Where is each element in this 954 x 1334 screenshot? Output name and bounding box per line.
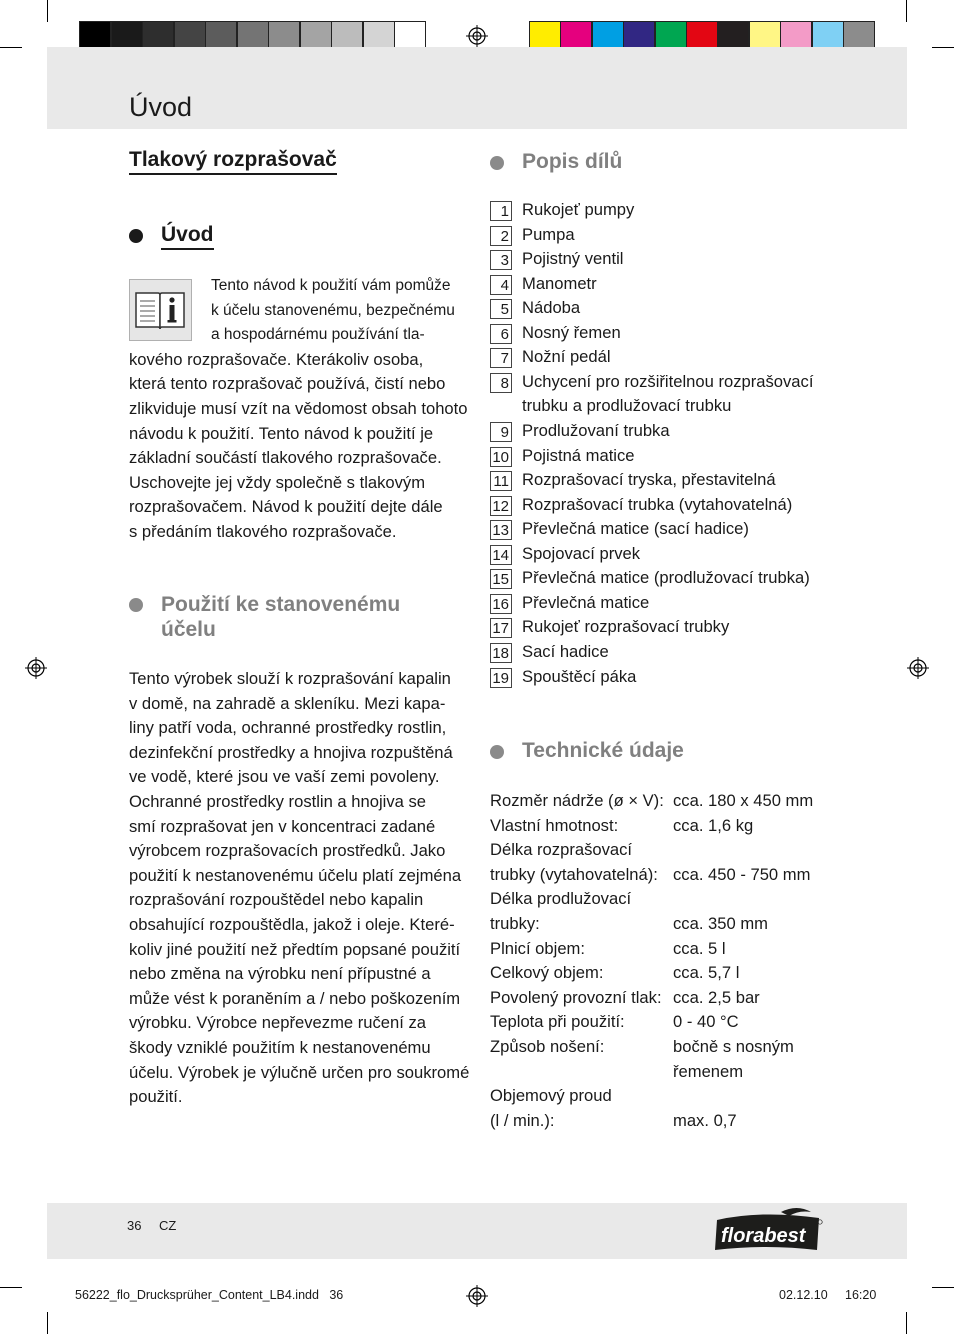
spec-label: Vlastní hmotnost: (490, 815, 619, 835)
spec-label: Objemový proud (490, 1086, 612, 1106)
part-label (522, 615, 729, 640)
spec-value: cca. 5 l (673, 938, 726, 958)
intro-line: Tento návod k použití vám pomůže (211, 277, 451, 294)
part-label-line: Spojovací prvek (522, 543, 641, 563)
part-row (490, 643, 609, 665)
part-label-line: Rozprašovací trubka (vytahovatelná) (522, 494, 793, 514)
spec-value: cca. 5,7 l (673, 963, 740, 983)
part-label-line: Nosný řemen (522, 322, 621, 342)
spec-label: trubky: (490, 914, 540, 933)
part-row (490, 299, 580, 321)
part-label (522, 345, 611, 370)
part-number: 5 (490, 299, 512, 319)
crop-mark (47, 1312, 48, 1334)
part-number: 15 (490, 569, 512, 589)
part-number: 12 (490, 496, 512, 516)
part-row (490, 275, 597, 297)
crop-mark (932, 47, 954, 48)
part-label (522, 640, 609, 665)
use-line: nebo změna na výrobku není přípustné a (129, 964, 431, 984)
spec-value: cca. 350 mm (673, 914, 768, 933)
part-row (490, 373, 813, 419)
use-line: koliv jiné použití než předtím popsané použití (129, 939, 461, 959)
spec-value: cca. 450 - 750 mm (673, 864, 811, 884)
crop-mark (0, 47, 22, 48)
spec-value: cca. 2,5 bar (673, 987, 760, 1007)
intro-line: a hospodárnému používání tla- (211, 326, 425, 344)
crop-mark (47, 0, 48, 22)
part-label (522, 198, 634, 223)
part-label-line: Rukojeť rozprašovací trubky (522, 617, 730, 637)
part-label-line: Pojistná matice (522, 445, 635, 465)
part-number: 18 (490, 643, 512, 663)
spec-label: (l / min.): (490, 1110, 555, 1130)
parts-heading-text: Popis dílů (522, 150, 623, 173)
part-label-line: Převlečná matice (522, 592, 650, 612)
use-line: Ochranné prostředky rostlin a hnojiva se (129, 791, 426, 811)
crop-mark (932, 1287, 954, 1288)
part-number: 9 (490, 422, 512, 442)
page-title: Úvod (129, 92, 193, 122)
logo-wordmark: florabest (721, 1225, 806, 1247)
intro-line: základní součástí tlakového rozprašovače. (129, 448, 442, 468)
use-line: obsahující rozpouštědla, jakož i oleje. Které- (129, 914, 455, 934)
slug-filename: 56222_flo_Drucksprüher_Content_LB4.indd 36 (75, 1288, 344, 1302)
part-label (522, 493, 792, 518)
part-row (490, 324, 621, 346)
part-number: 10 (490, 447, 512, 467)
intro-line: rozprašovačem. Návod k použití dejte dále (129, 497, 443, 517)
bullet-icon (490, 745, 504, 759)
part-row (490, 594, 649, 616)
registration-mark-icon (466, 1285, 488, 1307)
part-row (490, 496, 792, 518)
registration-mark-icon (907, 657, 929, 679)
part-number: 3 (490, 250, 512, 270)
part-number: 6 (490, 324, 512, 344)
part-label (522, 223, 575, 248)
part-row (490, 348, 611, 370)
part-label-line: Prodlužovaní trubka (522, 421, 670, 441)
intro-heading-text: Úvod (161, 223, 214, 250)
page-number: 36 (127, 1218, 142, 1233)
part-label (522, 419, 670, 444)
part-label (522, 665, 636, 690)
part-number: 11 (490, 471, 512, 491)
part-label-line: Rozprašovací tryska, přestavitelná (522, 470, 776, 490)
spec-value: 0 - 40 °C (673, 1012, 739, 1032)
part-label-line: Převlečná matice (sací hadice) (522, 519, 749, 539)
intro-line: k účelu stanovenému, bezpečnému (211, 301, 455, 319)
use-heading-line: účelu (161, 618, 216, 641)
crop-mark (906, 1312, 907, 1334)
part-row (490, 520, 749, 542)
use-line: použití. (129, 1087, 183, 1107)
part-number: 13 (490, 520, 512, 540)
part-row (490, 545, 640, 567)
use-line: smí rozprašovat jen v koncentraci zadané (129, 816, 436, 836)
part-number: 4 (490, 275, 512, 295)
use-heading (129, 592, 400, 642)
part-number: 16 (490, 594, 512, 614)
spec-value: cca. 1,6 kg (673, 815, 754, 835)
part-row (490, 226, 575, 248)
registration-mark-icon (466, 25, 488, 47)
tech-heading (490, 739, 684, 763)
spec-value: cca. 180 x 450 mm (673, 791, 814, 810)
use-paragraph (129, 667, 474, 1110)
spec-value: řemenem (673, 1061, 744, 1081)
intro-heading (129, 223, 214, 250)
use-line: výrobku. Výrobce nepřevezme ručení za (129, 1013, 426, 1033)
part-label-line: Pojistný ventil (522, 249, 624, 269)
bullet-icon (490, 156, 504, 170)
use-line: výrobcem rozprašovacích prostředků. Jako (129, 841, 446, 861)
intro-line: Uschovejte jej vždy společně s tlakovým (129, 472, 426, 492)
part-row (490, 422, 670, 444)
crop-mark (0, 1287, 22, 1288)
part-label-line: Manometr (522, 273, 597, 293)
part-label (522, 542, 640, 567)
part-number: 1 (490, 201, 512, 221)
spec-label: Celkový objem: (490, 963, 604, 983)
part-number: 14 (490, 545, 512, 565)
spec-value: max. 0,7 (673, 1110, 737, 1130)
part-label-line: Spouštěcí páka (522, 666, 637, 686)
bullet-icon (129, 229, 143, 243)
spec-label: trubky (vytahovatelná): (490, 864, 658, 884)
part-label-line: trubku a prodlužovací trubku (522, 396, 732, 416)
spec-label: Teplota při použití: (490, 1012, 625, 1032)
slug-time: 16:20 (845, 1288, 877, 1302)
use-line: ve vodě, které jsou ve vaší zemi povoleny. (129, 767, 440, 787)
registration-mark-icon (25, 657, 47, 679)
use-line: použití k nestanovenému účelu platí zejména (129, 865, 462, 885)
part-label (522, 272, 597, 297)
intro-line: návodu k použití. Tento návod k použití je (129, 423, 434, 443)
bullet-icon (129, 598, 143, 612)
intro-line: zlikviduje musí vzít na vědomost obsah tohoto (129, 398, 468, 418)
part-label-line: Rukojeť pumpy (522, 200, 635, 219)
use-heading-line: Použití ke stanovenému (161, 593, 401, 616)
use-line: škody vzniklé použitím k nestanovenému (129, 1037, 431, 1057)
spec-label: Povolený provozní tlak: (490, 987, 662, 1007)
intro-paragraph (0, 274, 480, 545)
main-heading: Tlakový rozprašovač (129, 148, 337, 175)
part-row (490, 447, 635, 469)
part-number: 8 (490, 373, 512, 393)
part-label (522, 468, 776, 493)
part-row (490, 569, 810, 591)
part-label-line: Uchycení pro rozšiřitelnou rozprašovací (522, 371, 814, 391)
part-label (522, 296, 580, 321)
part-row (490, 201, 634, 223)
part-label (522, 247, 623, 272)
use-line: dezinfekční prostředky a hnojiva rozpuštěná (129, 742, 453, 762)
intro-line: s předáním tlakového rozprašovače. (129, 521, 397, 541)
spec-label: Způsob nošení: (490, 1037, 605, 1056)
crop-mark (906, 0, 907, 22)
florabest-logo (711, 1206, 825, 1254)
spec-value: bočně s nosným (673, 1037, 794, 1056)
part-row (490, 668, 636, 690)
parts-heading (490, 150, 622, 174)
slug-date: 02.12.10 (779, 1288, 828, 1302)
spec-label: Plnicí objem: (490, 938, 585, 958)
part-row (490, 618, 729, 640)
part-number: 2 (490, 226, 512, 246)
part-label-line: Nožní pedál (522, 347, 611, 367)
use-line: rozprašování rozpouštědel nebo kapalin (129, 890, 424, 910)
part-label (522, 321, 621, 346)
use-line: liny patří voda, ochranné prostředky rostlin, (129, 718, 447, 738)
use-line: v domě, na zahradě a skleníku. Mezi kapa- (129, 693, 446, 713)
part-label-line: Pumpa (522, 224, 575, 244)
use-line: Tento výrobek slouží k rozprašování kapalin (129, 669, 451, 688)
part-label (522, 591, 649, 616)
part-row (490, 471, 776, 493)
part-label (522, 566, 810, 591)
part-number: 19 (490, 668, 512, 688)
use-line: účelu. Výrobek je výlučně určen pro soukromé (129, 1062, 470, 1082)
part-label (522, 444, 635, 469)
intro-line: kového rozprašovače. Kterákoliv osoba, (129, 349, 424, 369)
spec-label: Délka prodlužovací (490, 889, 632, 909)
spec-label: Rozměr nádrže (ø × V): (490, 791, 664, 810)
part-label (522, 370, 813, 419)
part-number: 17 (490, 618, 512, 638)
part-label-line: Nádoba (522, 298, 581, 318)
part-label-line: Sací hadice (522, 642, 609, 661)
spec-label: Délka rozprašovací (490, 840, 633, 860)
language-code: CZ (159, 1218, 177, 1233)
part-label (522, 517, 749, 542)
part-number: 7 (490, 348, 512, 368)
tech-heading-text: Technické údaje (522, 739, 684, 762)
part-label-line: Převlečná matice (prodlužovací trubka) (522, 568, 810, 588)
part-row (490, 250, 623, 272)
use-line: může vést k poraněním a / nebo poškozením (129, 988, 461, 1008)
intro-line: která tento rozprašovač používá, čistí nebo (129, 374, 446, 394)
